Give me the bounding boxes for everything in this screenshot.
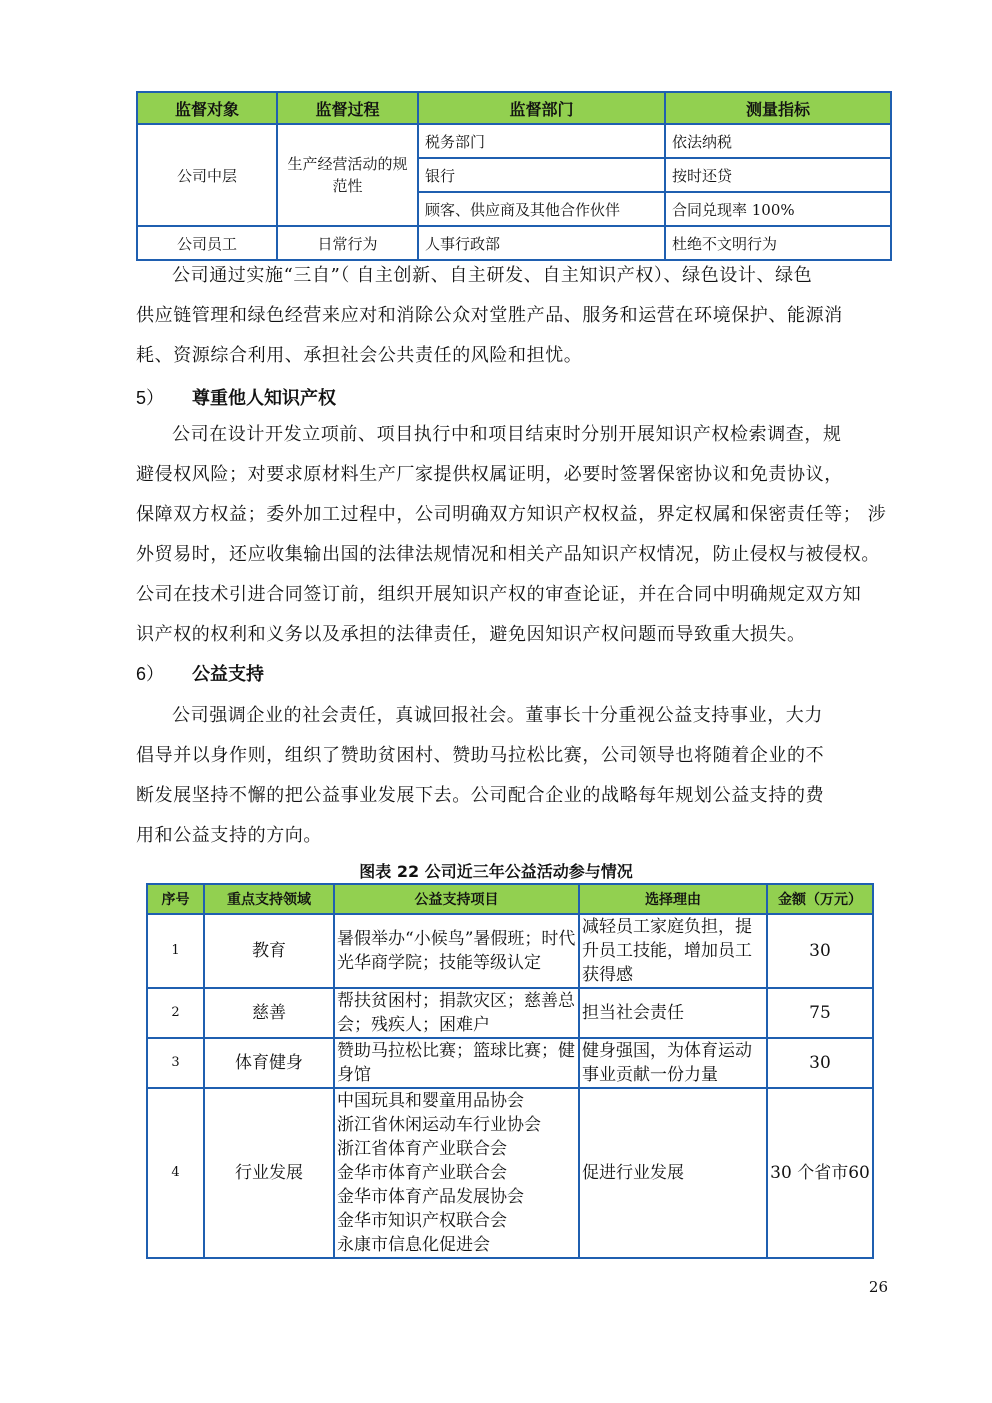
row-number: 2 (147, 988, 204, 1038)
project-cell: 帮扶贫困村；捐款灾区；慈善总会；残疾人；困难户 (334, 988, 579, 1038)
area-cell: 行业发展 (204, 1088, 334, 1258)
project-cell: 暑假举办“小候鸟”暑假班；时代光华商学院；技能等级认定 (334, 914, 579, 988)
reason-cell: 减轻员工家庭负担，提升员工技能，增加员工获得感 (579, 914, 767, 988)
header-cell: 监督对象 (137, 92, 277, 124)
paragraph-line: 避侵权风险；对要求原材料生产厂家提供权属证明，必要时签署保密协议和免责协议， (136, 464, 843, 485)
table-header-row (147, 884, 873, 914)
paragraph-line: 外贸易时，还应收集输出国的法律法规情况和相关产品知识产权情况，防止侵权与被侵权。 (136, 544, 880, 565)
header-cell: 重点支持领域 (204, 884, 334, 914)
header-cell: 金额（万元） (767, 884, 873, 914)
dept-cell: 银行 (418, 158, 665, 192)
paragraph-public-welfare (136, 696, 856, 856)
area-cell: 体育健身 (204, 1038, 334, 1088)
project-item: 永康市信息化促进会 (337, 1235, 490, 1255)
header-cell: 选择理由 (579, 884, 767, 914)
project-item: 金华市体育产业联合会 (337, 1163, 507, 1183)
amount-cell: 30 个省市60 (767, 1088, 873, 1258)
table-row (137, 226, 891, 260)
table-row (147, 1088, 873, 1258)
reason-cell: 担当社会责任 (579, 988, 767, 1038)
paragraph-green-operations (136, 256, 891, 376)
paragraph-line: 倡导并以身作则，组织了赞助贫困村、赞助马拉松比赛，公司领导也将随着企业的不 (136, 745, 825, 766)
figure-caption: 图表 22 公司近三年公益活动参与情况 (359, 862, 633, 881)
row-number: 1 (147, 914, 204, 988)
dept-cell: 顾客、供应商及其他合作伙伴 (418, 192, 665, 226)
project-item: 浙江省体育产业联合会 (337, 1139, 507, 1159)
metric-cell: 合同兑现率 100% (665, 192, 891, 226)
project-cell: 赞助马拉松比赛；篮球比赛；健身馆 (334, 1038, 579, 1088)
section-heading-5 (136, 384, 336, 410)
table-row (147, 1038, 873, 1088)
process-cell: 生产经营活动的规范性 (277, 124, 418, 226)
project-item: 金华市知识产权联合会 (337, 1211, 507, 1231)
paragraph-line: 断发展坚持不懈的把公益事业发展下去。公司配合企业的战略每年规划公益支持的费 (136, 785, 825, 806)
metric-cell: 依法纳税 (665, 124, 891, 158)
header-cell: 测量指标 (665, 92, 891, 124)
paragraph-line: 识产权的权利和义务以及承担的法律责任，避免因知识产权问题而导致重大损失。 (136, 624, 806, 645)
process-cell: 日常行为 (277, 226, 418, 260)
reason-cell: 健身强国，为体育运动事业贡献一份力量 (579, 1038, 767, 1088)
paragraph-line: 公司在设计开发立项前、项目执行中和项目结束时分别开展知识产权检索调查，规 (172, 424, 842, 445)
project-item: 金华市体育产品发展协会 (337, 1187, 524, 1207)
amount-cell: 75 (767, 988, 873, 1038)
object-cell: 公司员工 (137, 226, 277, 260)
paragraph-line: 公司通过实施“三自”（ 自主创新、自主研发、自主知识产权）、绿色设计、绿色 (172, 265, 813, 286)
header-cell: 公益支持项目 (334, 884, 579, 914)
dept-cell: 税务部门 (418, 124, 665, 158)
section-title: 尊重他人知识产权 (192, 388, 336, 409)
paragraph-ip (136, 415, 891, 655)
area-cell: 教育 (204, 914, 334, 988)
section-number: 6） (136, 664, 165, 684)
table-header-row (137, 92, 891, 124)
reason-cell: 促进行业发展 (579, 1088, 767, 1258)
row-number: 3 (147, 1038, 204, 1088)
metric-cell: 杜绝不文明行为 (665, 226, 891, 260)
table-row (147, 988, 873, 1038)
project-item: 中国玩具和婴童用品协会 (337, 1091, 524, 1111)
object-cell: 公司中层 (137, 124, 277, 226)
metric-cell: 按时还贷 (665, 158, 891, 192)
paragraph-line: 保障双方权益；委外加工过程中，公司明确双方知识产权权益，界定权属和保密责任等； 涉 (136, 504, 887, 525)
table-row (137, 124, 891, 158)
page-number: 26 (868, 1278, 888, 1296)
section-title: 公益支持 (192, 664, 264, 685)
paragraph-line: 公司强调企业的社会责任，真诚回报社会。董事长十分重视公益支持事业，大力 (172, 705, 823, 726)
amount-cell: 30 (767, 914, 873, 988)
paragraph-line: 用和公益支持的方向。 (136, 825, 322, 846)
header-cell: 监督过程 (277, 92, 418, 124)
area-cell: 慈善 (204, 988, 334, 1038)
header-cell: 监督部门 (418, 92, 665, 124)
public-welfare-table (146, 883, 874, 1259)
row-number: 4 (147, 1088, 204, 1258)
section-heading-6 (136, 660, 264, 686)
table-row (147, 914, 873, 988)
header-cell: 序号 (147, 884, 204, 914)
paragraph-line: 公司在技术引进合同签订前，组织开展知识产权的审查论证，并在合同中明确规定双方知 (136, 584, 862, 605)
project-list-cell (334, 1088, 579, 1258)
paragraph-line: 供应链管理和绿色经营来应对和消除公众对堂胜产品、服务和运营在环境保护、能源消 (136, 305, 843, 326)
paragraph-line: 耗、资源综合利用、承担社会公共责任的风险和担忧。 (136, 345, 583, 366)
supervision-table (136, 91, 892, 261)
project-item: 浙江省休闲运动车行业协会 (337, 1115, 541, 1135)
dept-cell: 人事行政部 (418, 226, 665, 260)
section-number: 5） (136, 388, 165, 408)
amount-cell: 30 (767, 1038, 873, 1088)
